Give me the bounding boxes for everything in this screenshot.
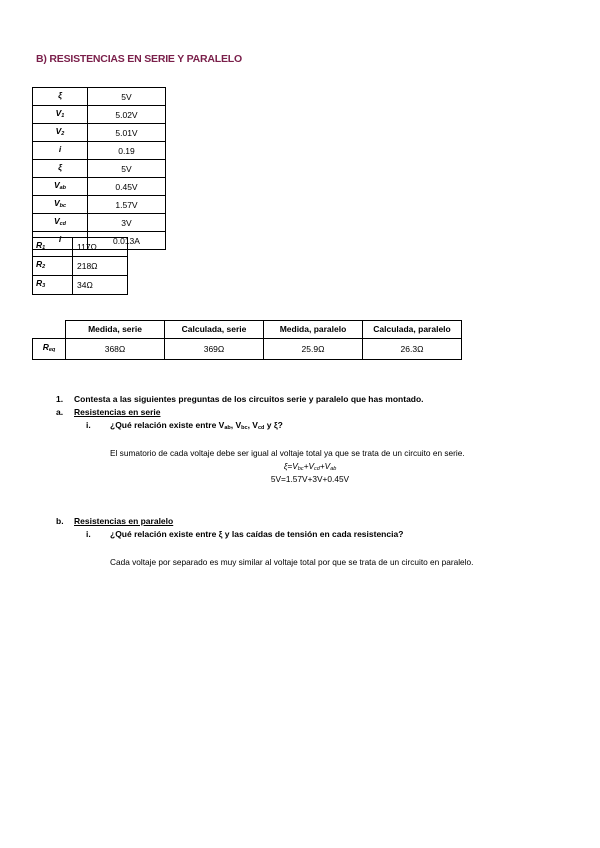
part-b-heading: Resistencias en paralelo [74, 516, 174, 526]
row-label-cell [33, 339, 66, 360]
row-label: i [58, 144, 62, 154]
part-b-letter: b. [56, 516, 64, 526]
row-label: V [53, 216, 60, 226]
header-cell: Calculada, serie [165, 321, 264, 339]
equivalent-resistance-table [32, 320, 462, 360]
eq-part: +V [319, 461, 331, 471]
resistance-table [32, 237, 128, 295]
table-row [33, 124, 166, 142]
value-cell: 0.45V [88, 178, 166, 196]
value-cell: 25.9Ω [264, 339, 363, 360]
table-row [33, 257, 128, 276]
row-label: i [58, 234, 62, 244]
table-row [33, 88, 166, 106]
table-header-row [33, 321, 462, 339]
table-row [33, 196, 166, 214]
eq-sub: bc [297, 466, 304, 472]
row-label: V [55, 108, 62, 118]
row-label-sub: 3 [42, 283, 46, 289]
eq-sub: cd [313, 466, 320, 472]
table-row [33, 142, 166, 160]
part-a-roman: i. [86, 420, 91, 430]
part-b-roman: i. [86, 529, 91, 539]
row-label-cell [33, 257, 73, 276]
row-label: V [55, 126, 62, 136]
q-part: , V [230, 420, 242, 430]
q-part: , V [247, 420, 258, 430]
row-label-sub: 2 [42, 264, 46, 270]
row-label-sub: 1 [42, 245, 46, 251]
row-label-sub: cd [59, 221, 67, 227]
value-cell: 0.013A [88, 232, 166, 250]
eq-part: ξ=V [283, 461, 298, 471]
row-label: V [53, 198, 60, 208]
row-label: R [42, 342, 49, 352]
q-sub: bc [241, 425, 248, 431]
part-b-question: ¿Qué relación existe entre ξ y las caídas de tensión en cada resistencia? [110, 529, 404, 539]
equation-2: 5V=1.57V+3V+0.45V [270, 474, 350, 484]
row-label-cell [33, 196, 88, 214]
row-label-sub: bc [59, 203, 67, 209]
table-row [33, 339, 462, 360]
part-a-heading: Resistencias en serie [74, 407, 161, 417]
row-label-cell [33, 160, 88, 178]
header-cell: Calculada, paralelo [363, 321, 462, 339]
question-1-text: Contesta a las siguientes preguntas de los circuitos serie y paralelo que has montado. [74, 394, 424, 404]
value-cell: 34Ω [73, 276, 128, 295]
row-label: ξ [58, 162, 62, 172]
row-label-cell [33, 124, 88, 142]
row-label: R [36, 259, 43, 269]
value-cell: 369Ω [165, 339, 264, 360]
part-a-question [110, 420, 283, 431]
q-part: ¿Qué relación existe entre V [110, 420, 225, 430]
table-row [33, 106, 166, 124]
header-cell: Medida, serie [66, 321, 165, 339]
eq-part: +V [303, 461, 314, 471]
question-1-number: 1. [56, 394, 64, 404]
table-row [33, 276, 128, 295]
value-cell: 0.19 [88, 142, 166, 160]
value-cell: 218Ω [73, 257, 128, 276]
row-label-cell [33, 106, 88, 124]
part-a-answer: El sumatorio de cada voltaje debe ser igual al voltaje total ya que se trata de un circuito en serie. [110, 448, 465, 458]
row-label-cell [33, 142, 88, 160]
empty-corner-cell [33, 321, 66, 339]
value-cell: 5.02V [88, 106, 166, 124]
row-label: ξ [58, 90, 62, 100]
q-sub: ab [224, 425, 231, 431]
row-label-cell [33, 214, 88, 232]
row-label-sub: eq [48, 347, 56, 353]
table-row [33, 238, 128, 257]
eq-sub: ab [330, 466, 337, 472]
part-b-answer: Cada voltaje por separado es muy similar al voltaje total por que se trata de un circuito en paralelo. [110, 557, 474, 567]
table-row [33, 178, 166, 196]
table-row [33, 214, 166, 232]
row-label-cell [33, 238, 73, 257]
equation-1 [210, 461, 410, 472]
q-sub: cd [257, 425, 265, 431]
row-label: R [36, 240, 43, 250]
header-cell: Medida, paralelo [264, 321, 363, 339]
voltage-table [32, 87, 166, 250]
value-cell: 368Ω [66, 339, 165, 360]
row-label-cell [33, 178, 88, 196]
row-label: V [53, 180, 60, 190]
table-row [33, 160, 166, 178]
value-cell: 26.3Ω [363, 339, 462, 360]
value-cell: 3V [88, 214, 166, 232]
row-label-sub: 1 [61, 113, 65, 119]
value-cell: 5V [88, 88, 166, 106]
q-part: y ξ? [264, 420, 283, 430]
row-label-cell [33, 88, 88, 106]
row-label-sub: 2 [61, 131, 65, 137]
value-cell: 1.57V [88, 196, 166, 214]
value-cell: 5V [88, 160, 166, 178]
row-label: R [36, 278, 43, 288]
part-a-letter: a. [56, 407, 64, 417]
value-cell: 5.01V [88, 124, 166, 142]
row-label-cell [33, 276, 73, 295]
value-cell: 117Ω [73, 238, 128, 257]
row-label-sub: ab [59, 185, 67, 191]
section-title: B) RESISTENCIAS EN SERIE Y PARALELO [36, 53, 242, 65]
